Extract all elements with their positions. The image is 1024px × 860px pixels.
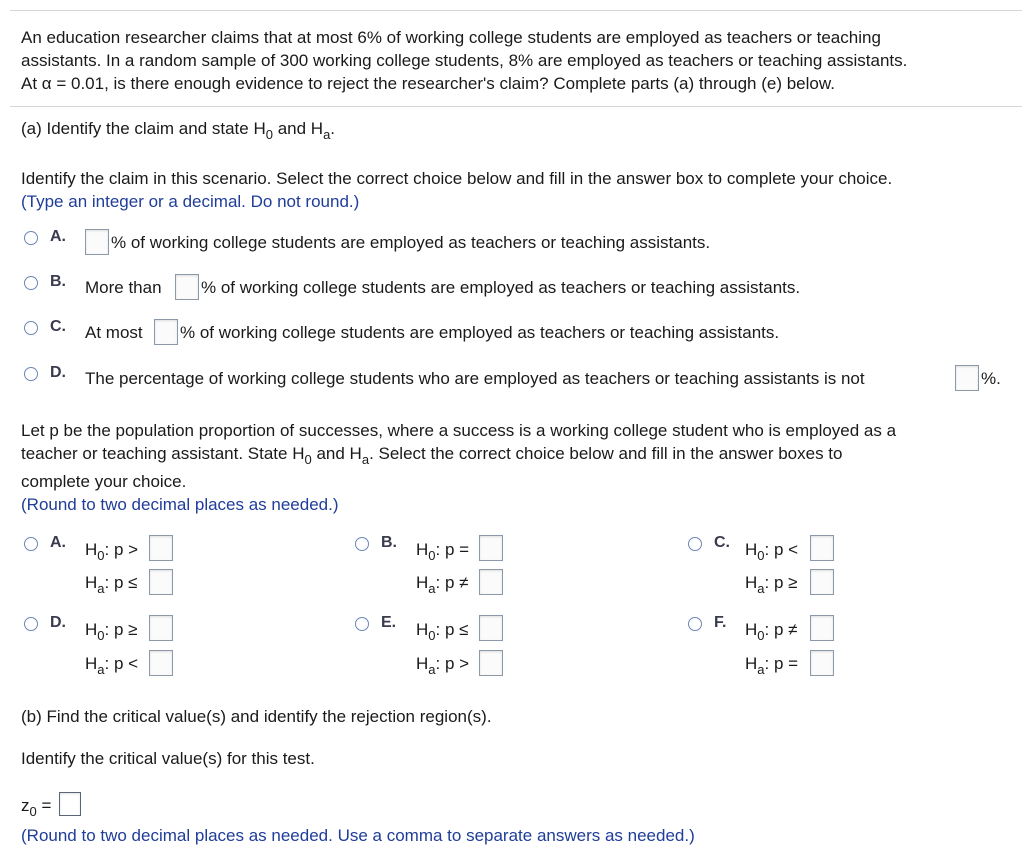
part-a-heading: (a) Identify the claim and state $H_0$ and $H_a$. — [21, 119, 336, 142]
h0-statement: $H_0$: p = — [416, 540, 470, 563]
ha-statement: $H_a$: p < — [85, 654, 139, 677]
hypothesis-hint: (Round to two decimal places as needed.) — [21, 495, 339, 514]
h0-statement: $H_0$: p ≤ — [416, 620, 469, 643]
hypothesis-intro-line-1: Let p be the population proportion of successes, where a success is a working college student who is employed as a — [21, 421, 897, 440]
critical-value-input[interactable] — [59, 792, 81, 816]
claim-d-suffix: %. — [981, 369, 1001, 388]
radio-hyp-a[interactable] — [24, 537, 38, 551]
radio-hyp-d[interactable] — [24, 617, 38, 631]
h0-statement: $H_0$: p ≠ — [745, 620, 798, 643]
h0-value-box[interactable] — [479, 615, 503, 641]
radio-claim-d[interactable] — [24, 367, 38, 381]
claim-c-answer-box[interactable] — [154, 319, 178, 345]
ha-value-box[interactable] — [810, 569, 834, 595]
ha-statement: $H_a$: p > — [416, 654, 470, 677]
ha-statement: $H_a$: p ≤ — [85, 573, 138, 596]
problem-line-2: assistants. In a random sample of 300 working college students, 8% are employed as teachers or teaching assistants. — [21, 51, 908, 70]
ha-value-box[interactable] — [479, 569, 503, 595]
radio-hyp-c[interactable] — [688, 537, 702, 551]
choice-letter: D. — [50, 614, 66, 631]
ha-value-box[interactable] — [149, 569, 173, 595]
ha-statement: $H_a$: p ≠ — [416, 573, 469, 596]
z0-label: $z_0$ = — [21, 796, 52, 819]
hypothesis-intro-line-2: teacher or teaching assistant. State $H_0$ and $H_a$. Select the correct choice below and fill in the answer boxes to — [21, 444, 843, 467]
choice-letter: A. — [50, 534, 66, 551]
ha-statement: $H_a$: p ≥ — [745, 573, 798, 596]
choice-letter: C. — [714, 534, 730, 551]
choice-letter: A. — [50, 228, 66, 245]
hypothesis-intro-line-3: complete your choice. — [21, 472, 187, 491]
h0-value-box[interactable] — [149, 535, 173, 561]
claim-b-prefix: More than — [85, 278, 162, 297]
ha-statement: $H_a$: p = — [745, 654, 799, 677]
part-b-heading: (b) Find the critical value(s) and identify the rejection region(s). — [21, 707, 492, 726]
claim-b-text: % of working college students are employed as teachers or teaching assistants. — [201, 278, 801, 297]
choice-letter: E. — [381, 614, 397, 631]
ha-value-box[interactable] — [810, 650, 834, 676]
h0-statement: $H_0$: p > — [85, 540, 139, 563]
h0-value-box[interactable] — [810, 535, 834, 561]
claim-a-answer-box[interactable] — [85, 229, 109, 255]
ha-value-box[interactable] — [149, 650, 173, 676]
claim-instruction: Identify the claim in this scenario. Select the correct choice below and fill in the answer box to complete your choice. — [21, 169, 893, 188]
radio-hyp-e[interactable] — [355, 617, 369, 631]
problem-line-1: An education researcher claims that at most 6% of working college students are employed as teachers or teaching — [21, 28, 881, 47]
choice-letter: B. — [381, 534, 397, 551]
claim-d-prefix: The percentage of working college students who are employed as teachers or teaching assistants is not — [85, 369, 865, 388]
choice-letter: B. — [50, 273, 66, 290]
choice-letter: F. — [714, 614, 727, 631]
h0-statement: $H_0$: p < — [745, 540, 799, 563]
radio-claim-c[interactable] — [24, 321, 38, 335]
claim-b-answer-box[interactable] — [175, 274, 199, 300]
problem-divider — [10, 106, 1022, 107]
critical-value-instruction: Identify the critical value(s) for this test. — [21, 749, 315, 768]
problem-line-3: At α = 0.01, is there enough evidence to reject the researcher's claim? Complete parts (a) through (e) below. — [21, 74, 835, 93]
choice-letter: D. — [50, 364, 66, 381]
claim-c-text: % of working college students are employed as teachers or teaching assistants. — [180, 323, 780, 342]
h0-value-box[interactable] — [479, 535, 503, 561]
radio-claim-a[interactable] — [24, 231, 38, 245]
h0-statement: $H_0$: p ≥ — [85, 620, 138, 643]
top-divider — [10, 10, 1022, 11]
radio-hyp-b[interactable] — [355, 537, 369, 551]
claim-a-text: % of working college students are employed as teachers or teaching assistants. — [111, 233, 711, 252]
h0-value-box[interactable] — [149, 615, 173, 641]
critical-value-hint: (Round to two decimal places as needed. Use a comma to separate answers as needed.) — [21, 826, 695, 845]
choice-letter: C. — [50, 318, 66, 335]
radio-hyp-f[interactable] — [688, 617, 702, 631]
claim-d-answer-box[interactable] — [955, 365, 979, 391]
claim-hint: (Type an integer or a decimal. Do not round.) — [21, 192, 360, 211]
ha-value-box[interactable] — [479, 650, 503, 676]
claim-c-prefix: At most — [85, 323, 143, 342]
h0-value-box[interactable] — [810, 615, 834, 641]
radio-claim-b[interactable] — [24, 276, 38, 290]
